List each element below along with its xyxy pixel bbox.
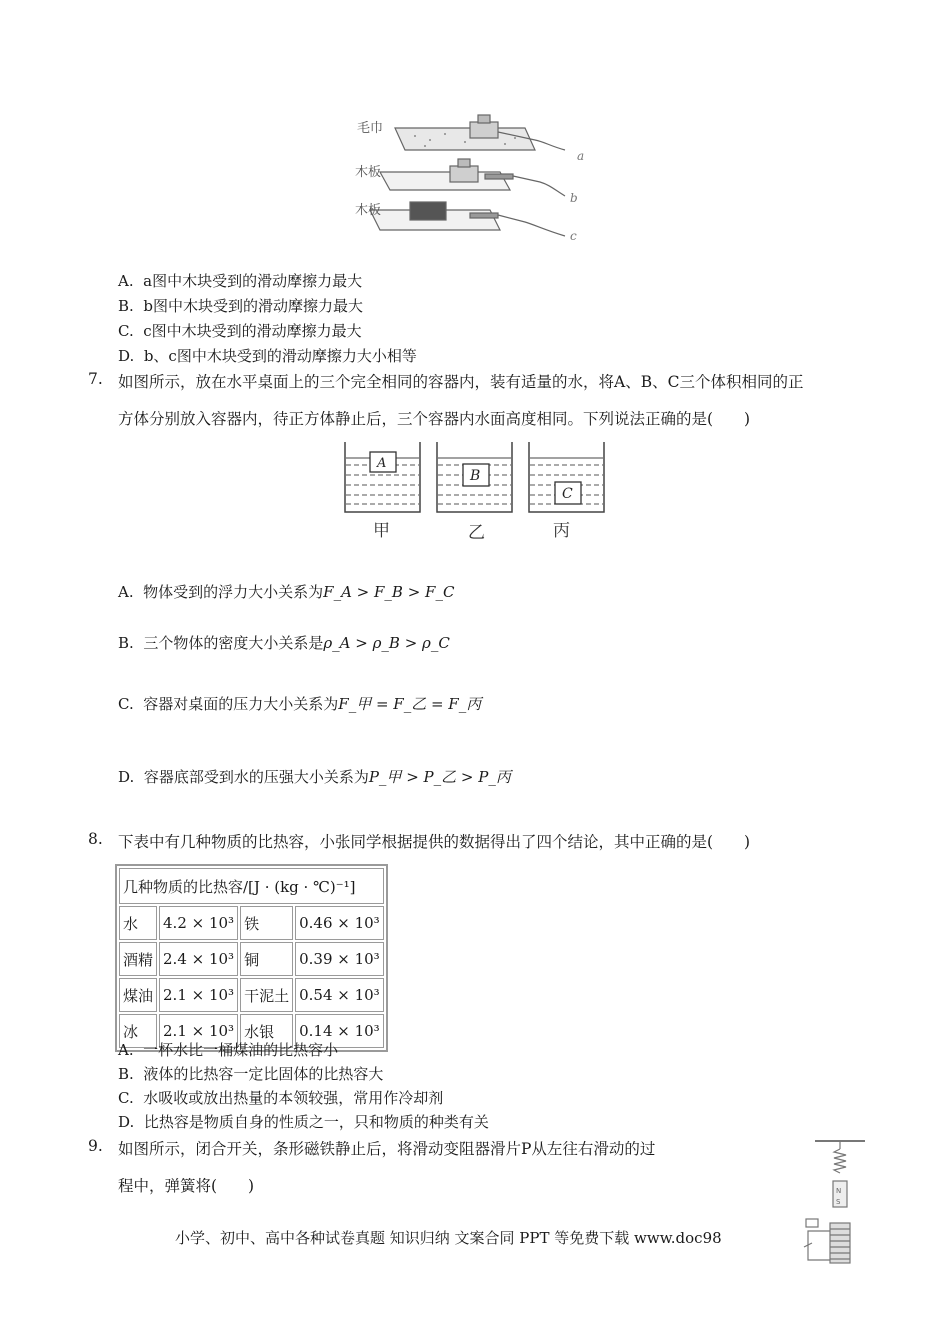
magnet-pole-s: S xyxy=(836,1198,841,1206)
q9-number: 9. xyxy=(88,1137,103,1155)
fig6-label-board-c: 木板 xyxy=(355,203,382,218)
q8-option-a xyxy=(118,1039,338,1060)
option-formula: F_甲 = F_乙 = F_丙 xyxy=(338,695,482,713)
option-text: 容器对桌面的压力大小关系为 xyxy=(143,695,339,713)
table-header: 几种物质的比热容/[J · (kg · ℃)⁻¹] xyxy=(119,868,384,904)
table-cell: 2.4 × 10³ xyxy=(159,942,238,976)
table-header-row xyxy=(119,868,384,904)
q7-number: 7. xyxy=(88,370,103,388)
option-formula: F_A > F_B > F_C xyxy=(323,583,455,601)
option-text: 容器底部受到水的压强大小关系为 xyxy=(143,768,369,786)
table-row xyxy=(119,942,384,976)
q7-option-d xyxy=(118,766,511,787)
containers-figure xyxy=(340,440,615,545)
option-key: A. xyxy=(118,1041,134,1059)
option-key: C. xyxy=(118,1089,134,1107)
table-row xyxy=(119,906,384,940)
container-label-jia: 甲 xyxy=(373,521,390,541)
option-text: 水吸收或放出热量的本领较强，常用作冷却剂 xyxy=(143,1089,444,1107)
option-text: c图中木块受到的滑动摩擦力最大 xyxy=(143,322,362,340)
footer-watermark: 小学、初中、高中各种试卷真题 知识归纳 文案合同 PPT 等免费下载 www.doc98 xyxy=(175,1229,722,1247)
q6-option-d xyxy=(118,345,417,366)
table-cell: 2.1 × 10³ xyxy=(159,1014,238,1048)
option-key: D. xyxy=(118,768,135,786)
table-cell: 煤油 xyxy=(119,978,157,1012)
option-text: b图中木块受到的滑动摩擦力最大 xyxy=(143,297,363,315)
option-key: B. xyxy=(118,1065,134,1083)
friction-experiment-figure xyxy=(355,110,605,250)
block-a-label: A xyxy=(377,456,387,471)
fig6-tag-b: b xyxy=(570,191,578,205)
electromagnet-circuit-figure xyxy=(800,1135,875,1270)
fig6-tag-a: a xyxy=(577,149,585,163)
table-cell: 0.14 × 10³ xyxy=(295,1014,384,1048)
specific-heat-table xyxy=(115,864,388,1052)
table-cell: 0.54 × 10³ xyxy=(295,978,384,1012)
option-text: 液体的比热容一定比固体的比热容大 xyxy=(143,1065,384,1083)
q7-option-c xyxy=(118,693,481,714)
table-cell: 水银 xyxy=(240,1014,293,1048)
option-text: 物体受到的浮力大小关系为 xyxy=(143,583,324,601)
table-cell: 2.1 × 10³ xyxy=(159,978,238,1012)
table-cell: 4.2 × 10³ xyxy=(159,906,238,940)
q6-option-c xyxy=(118,320,362,341)
table-cell: 冰 xyxy=(119,1014,157,1048)
table-row xyxy=(119,978,384,1012)
q6-option-b xyxy=(118,295,363,316)
block-b-label: B xyxy=(470,468,481,484)
option-key: C. xyxy=(118,322,134,340)
option-text: 比热容是物质自身的性质之一，只和物质的种类有关 xyxy=(143,1113,489,1131)
option-key: B. xyxy=(118,297,134,315)
container-label-yi: 乙 xyxy=(468,523,485,543)
table-cell: 0.39 × 10³ xyxy=(295,942,384,976)
table-cell: 干泥土 xyxy=(240,978,293,1012)
block-c-label: C xyxy=(562,486,573,502)
q8-option-b xyxy=(118,1063,383,1084)
option-key: B. xyxy=(118,634,134,652)
table-cell: 铁 xyxy=(240,906,293,940)
table-cell: 0.46 × 10³ xyxy=(295,906,384,940)
q8-option-c xyxy=(118,1087,443,1108)
magnet-pole-n: N xyxy=(836,1187,842,1195)
option-text: 一杯水比一桶煤油的比热容小 xyxy=(143,1041,339,1059)
q9-line2: 程中，弹簧将( ) xyxy=(118,1177,255,1195)
option-text: b、c图中木块受到的滑动摩擦力大小相等 xyxy=(143,347,417,365)
container-label-bing: 丙 xyxy=(553,521,570,541)
q7-line2: 方体分别放入容器内，待正方体静止后，三个容器内水面高度相同。下列说法正确的是( ) xyxy=(118,410,751,428)
option-text: 三个物体的密度大小关系是 xyxy=(143,634,324,652)
table-cell: 铜 xyxy=(240,942,293,976)
option-key: A. xyxy=(118,583,134,601)
table-cell: 酒精 xyxy=(119,942,157,976)
fig6-label-board-b: 木板 xyxy=(355,165,382,180)
fig6-label-towel: 毛巾 xyxy=(357,121,384,136)
q8-number: 8. xyxy=(88,830,103,848)
q9-line1: 如图所示，闭合开关，条形磁铁静止后，将滑动变阻器滑片P从左往右滑动的过 xyxy=(118,1140,656,1158)
q8-option-d xyxy=(118,1111,489,1132)
option-key: D. xyxy=(118,1113,135,1131)
option-formula: ρ_A > ρ_B > ρ_C xyxy=(323,634,450,652)
q6-option-a xyxy=(118,270,362,291)
option-formula: P_甲 > P_乙 > P_丙 xyxy=(368,768,511,786)
fig6-tag-c: c xyxy=(570,229,577,243)
option-key: D. xyxy=(118,347,135,365)
option-key: C. xyxy=(118,695,134,713)
table-cell: 水 xyxy=(119,906,157,940)
q7-option-a xyxy=(118,581,454,602)
q7-option-b xyxy=(118,632,450,653)
option-key: A. xyxy=(118,272,134,290)
q7-line1: 如图所示，放在水平桌面上的三个完全相同的容器内，装有适量的水，将A、B、C三个体积相同的正 xyxy=(118,373,804,391)
option-text: a图中木块受到的滑动摩擦力最大 xyxy=(143,272,363,290)
q8-line1: 下表中有几种物质的比热容，小张同学根据提供的数据得出了四个结论，其中正确的是( ) xyxy=(118,833,751,851)
